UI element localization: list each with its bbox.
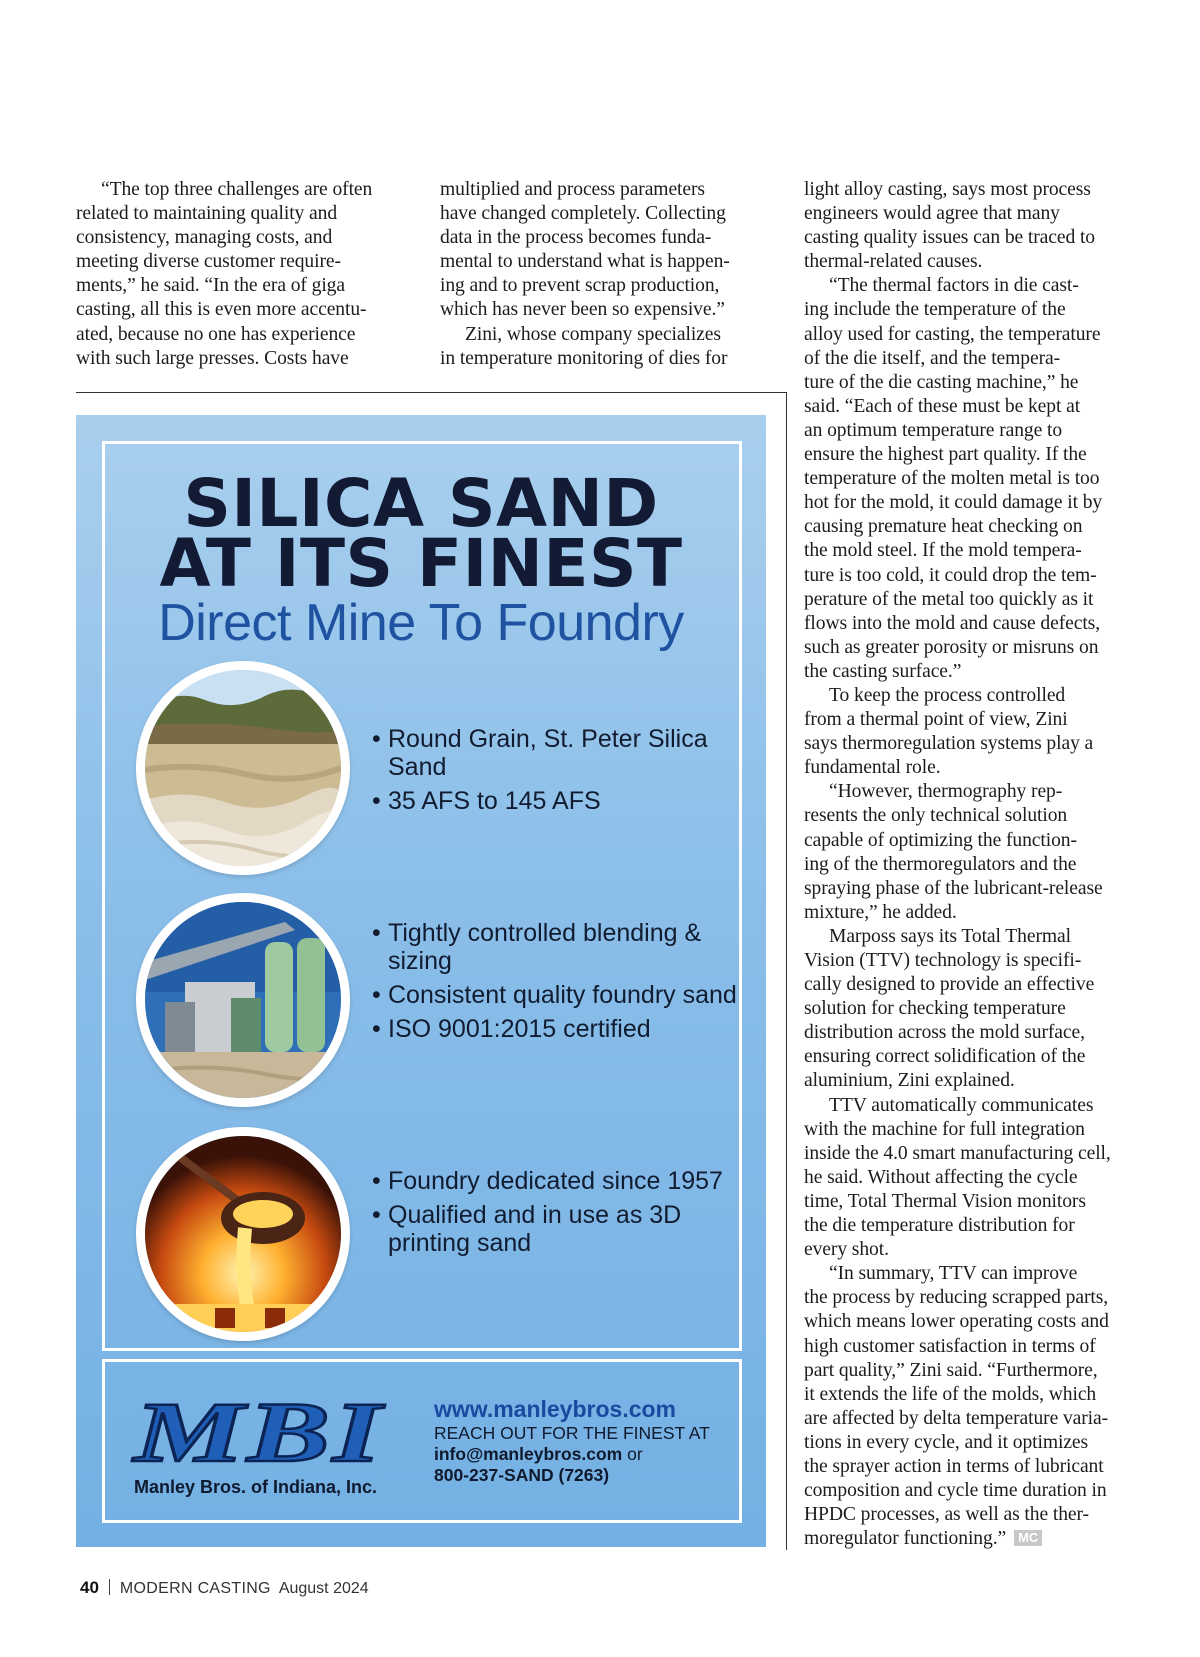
article-line: causing premature heat checking on	[804, 516, 1083, 538]
footer-separator	[109, 1579, 110, 1595]
article-line: engineers would agree that many	[804, 203, 1060, 225]
article-line: composition and cycle time duration in	[804, 1480, 1107, 1502]
ad-website: www.manleybros.com	[434, 1396, 676, 1422]
article-line: casting quality issues can be traced to	[804, 227, 1096, 249]
article-line: mixture,” he added.	[804, 901, 957, 923]
processing-plant-photo	[136, 893, 350, 1107]
article-line: inside the 4.0 smart manufacturing cell,	[804, 1142, 1111, 1164]
feature-consistent-quality: • Consistent quality foundry sand	[372, 981, 766, 1009]
article-line: “However, thermography rep-	[829, 781, 1063, 803]
article-line: distribution across the mold surface,	[804, 1022, 1085, 1044]
issue-date: August 2024	[278, 1580, 369, 1597]
article-line: HPDC processes, as well as the ther-	[804, 1504, 1089, 1526]
ad-headline-line-2: AT ITS FINEST	[159, 525, 683, 602]
sand-pit-photo	[136, 661, 350, 875]
advertisement	[76, 415, 766, 1547]
article-line: are affected by delta temperature varia-	[804, 1407, 1109, 1429]
article-line: ated, because no one has experience	[76, 323, 356, 345]
article-line: tions in every cycle, and it optimizes	[804, 1431, 1089, 1453]
article-line: data in the process becomes funda-	[440, 227, 712, 249]
article-line	[804, 1527, 1140, 1551]
article-line: with the machine for full integration	[804, 1118, 1085, 1140]
article-line: with such large presses. Costs have	[76, 347, 349, 369]
article-column-3	[804, 178, 1140, 1551]
article-line: time, Total Thermal Vision monitors	[804, 1190, 1086, 1212]
article-line: which means lower operating costs and	[804, 1311, 1109, 1333]
ad-or: or	[627, 1444, 643, 1464]
article-line: every shot.	[804, 1239, 889, 1261]
article-line: consistency, managing costs, and	[76, 227, 333, 249]
article-line: part quality,” Zini said. “Furthermore,	[804, 1359, 1098, 1381]
article-line: capable of optimizing the function-	[804, 829, 1077, 851]
ad-phone: 800-237-SAND (7263)	[434, 1465, 610, 1485]
article-column-1	[76, 178, 396, 371]
article-line: “The top three challenges are often	[101, 179, 373, 200]
article-line: multiplied and process parameters	[440, 179, 705, 200]
article-line: in temperature monitoring of dies for	[440, 347, 728, 369]
article-line: an optimum temperature range to	[804, 419, 1063, 441]
article-line: ing of the thermoregulators and the	[804, 853, 1077, 875]
article-line: the die temperature distribution for	[804, 1215, 1075, 1237]
feature-blending: • Tightly controlled blending & sizing	[372, 919, 766, 975]
article-line: ing include the temperature of the	[804, 299, 1066, 321]
feature-afs-range: • 35 AFS to 145 AFS	[372, 787, 766, 815]
article-line: said. “Each of these must be kept at	[804, 395, 1081, 417]
ad-subheadline: Direct Mine To Foundry	[158, 594, 684, 652]
mbi-logo-text: MBI	[131, 1395, 385, 1471]
column-divider-rule	[786, 392, 787, 1550]
page-footer	[80, 1578, 369, 1598]
article-line: the sprayer action in terms of lubricant	[804, 1455, 1104, 1477]
article-line: from a thermal point of view, Zini	[804, 709, 1068, 731]
article-line: of the die itself, and the tempera-	[804, 347, 1061, 369]
article-line: Vision (TTV) technology is specifi-	[804, 950, 1082, 971]
end-of-article-badge: MC	[1014, 1530, 1042, 1546]
page-number: 40	[80, 1578, 99, 1597]
article-line: perature of the metal too quickly as it	[804, 588, 1094, 610]
article-line: says thermoregulation systems play a	[804, 733, 1094, 755]
article-line: mental to understand what is happen-	[440, 251, 730, 273]
mbi-logo	[128, 1395, 390, 1471]
article-line: ing and to prevent scrap production,	[440, 275, 720, 297]
ad-email: info@manleybros.com	[434, 1444, 623, 1464]
article-line: “The thermal factors in die cast-	[829, 275, 1079, 297]
article-line: the process by reducing scrapped parts,	[804, 1287, 1109, 1309]
article-line: casting, all this is even more accentu-	[76, 299, 367, 321]
article-line: ensure the highest part quality. If the	[804, 444, 1087, 466]
ad-top-rule	[76, 392, 787, 393]
article-line: flows into the mold and cause defects,	[804, 612, 1101, 634]
molten-metal-pour-photo	[136, 1127, 350, 1341]
article-line: meeting diverse customer require-	[76, 251, 341, 273]
article-line: fundamental role.	[804, 757, 941, 779]
article-line: To keep the process controlled	[829, 684, 1066, 706]
article-line: Zini, whose company specializes	[465, 323, 721, 345]
article-line: related to maintaining quality and	[76, 203, 338, 225]
ad-feature-list-1	[372, 725, 766, 821]
article-last-line-text: moregulator functioning.”	[804, 1528, 1007, 1550]
article-line: ments,” he said. “In the era of giga	[76, 275, 345, 297]
article-line: spraying phase of the lubricant-release	[804, 877, 1103, 899]
article-line: “In summary, TTV can improve	[829, 1263, 1078, 1285]
ad-feature-list-3	[372, 1167, 766, 1263]
article-line: such as greater porosity or misruns on	[804, 636, 1099, 658]
article-line: the mold steel. If the mold tempera-	[804, 540, 1082, 562]
article-line: ture is too cold, it could drop the tem-	[804, 564, 1097, 586]
article-line: aluminium, Zini explained.	[804, 1070, 1015, 1092]
ad-contact-block	[434, 1395, 710, 1486]
article-line: thermal-related causes.	[804, 251, 983, 273]
article-line: he said. Without affecting the cycle	[804, 1166, 1078, 1188]
article-line: the casting surface.”	[804, 660, 962, 682]
article-line: have changed completely. Collecting	[440, 203, 726, 225]
article-line: temperature of the molten metal is too	[804, 468, 1100, 490]
article-line: ensuring correct solidification of the	[804, 1046, 1086, 1068]
magazine-name: MODERN CASTING	[119, 1580, 271, 1597]
ad-headline-line-1: SILICA SAND	[183, 465, 659, 542]
article-line: which has never been so expensive.”	[440, 299, 725, 321]
article-line: resents the only technical solution	[804, 805, 1068, 827]
feature-3d-printing: • Qualified and in use as 3D printing sand	[372, 1201, 766, 1257]
ad-feature-list-2	[372, 919, 766, 1049]
article-line: Marposs says its Total Thermal	[829, 925, 1071, 947]
article-line: hot for the mold, it could damage it by	[804, 492, 1103, 514]
article-line: it extends the life of the molds, which	[804, 1383, 1097, 1405]
ad-reach-out: REACH OUT FOR THE FINEST AT	[434, 1423, 710, 1443]
feature-round-grain: • Round Grain, St. Peter Silica Sand	[372, 725, 766, 781]
article-line: light alloy casting, says most process	[804, 179, 1091, 200]
article-line: solution for checking temperature	[804, 998, 1066, 1020]
article-line: high customer satisfaction in terms of	[804, 1335, 1096, 1357]
article-line: cally designed to provide an effective	[804, 974, 1095, 996]
feature-since-1957: • Foundry dedicated since 1957	[372, 1167, 766, 1195]
article-line: ture of the die casting machine,” he	[804, 371, 1079, 393]
article-column-2	[440, 178, 760, 371]
company-name: Manley Bros. of Indiana, Inc.	[134, 1477, 378, 1497]
feature-iso-certified: • ISO 9001:2015 certified	[372, 1015, 766, 1043]
article-line: TTV automatically communicates	[829, 1094, 1094, 1116]
article-line: alloy used for casting, the temperature	[804, 323, 1101, 345]
